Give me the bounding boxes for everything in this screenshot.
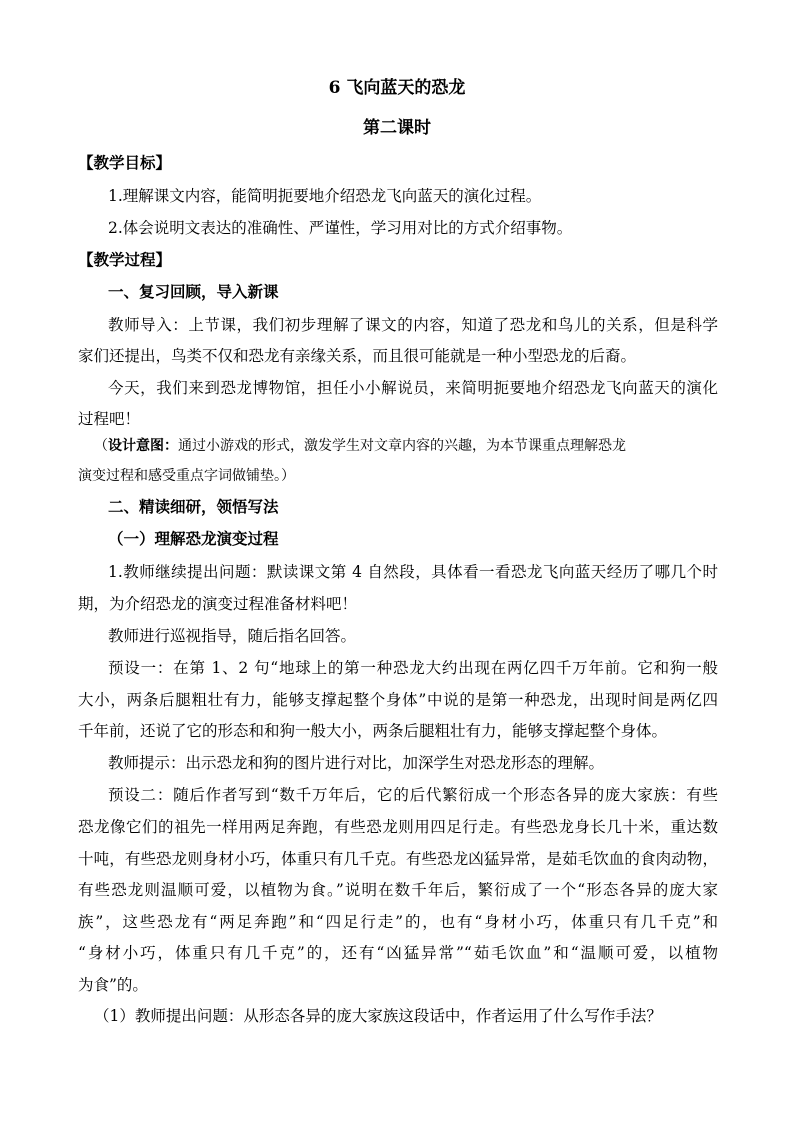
preset1-line-1: 预设一：在第 1、2 句“地球上的第一种恐龙大约出现在两亿四千万年前。它和狗一般 [108,659,718,677]
design-note-label: 设计意图： [108,438,178,454]
sub-question-1: （1）教师提出问题：从形态各异的庞大家族这段话中，作者运用了什么写作手法？ [94,1007,662,1025]
today-line-2: 过程吧！ [78,410,141,428]
design-note-line-2: 演变过程和感受重点字词做铺垫。） [78,468,295,484]
preset2-line-4: 有些恐龙则温顺可爱，以植物为食。”说明在数千年后，繁衍成了一个“形态各异的庞大家 [78,881,718,899]
process-heading: 【教学过程】 [78,250,172,269]
objective-item-1: 1.理解课文内容，能简明扼要地介绍恐龙飞向蓝天的演化过程。 [108,187,542,205]
section1-heading: 一、复习回顾，导入新课 [108,282,279,301]
preset2-line-6: “身材小巧，体重只有几千克”的，还有“凶猛异常”“茹毛饮血”和“温顺可爱，以植物 [78,944,718,962]
question1-line-2: 期，为介绍恐龙的演变过程准备材料吧！ [78,595,358,613]
preset2-line-5: 族”，这些恐龙有“两足奔跑”和“四足行走”的，也有“身材小巧，体重只有几千克”和 [78,913,718,931]
intro-line-1: 教师导入：上节课，我们初步理解了课文的内容，知道了恐龙和鸟儿的关系，但是科学 [108,316,718,334]
preset2-line-1: 预设二：随后作者写到“数千万年后，它的后代繁衍成一个形态各异的庞大家族：有些 [108,786,718,804]
lesson-title: 6 飞向蓝天的恐龙 [328,78,466,98]
today-line-1: 今天，我们来到恐龙博物馆，担任小小解说员，来简明扼要地介绍恐龙飞向蓝天的演化 [108,379,718,397]
lesson-subtitle: 第二课时 [363,118,431,138]
preset2-line-7: 为食”的。 [78,976,148,994]
section2-heading: 二、精读细研，领悟写法 [108,497,279,516]
design-note-text-1: 通过小游戏的形式，激发学生对文章内容的兴趣，为本节课重点理解恐龙 [178,438,626,454]
design-note-line-1 [94,436,626,456]
objectives-heading: 【教学目标】 [78,153,172,172]
preset1-line-2: 大小，两条后腿粗壮有力，能够支撑起整个身体”中说的是第一种恐龙，出现时间是两亿四 [78,691,718,709]
teacher-hint: 教师提示：出示恐龙和狗的图片进行对比，加深学生对恐龙形态的理解。 [108,754,605,772]
design-note-open-paren: （ [94,438,108,454]
question1-line-1: 1.教师继续提出问题：默读课文第 4 自然段，具体看一看恐龙飞向蓝天经历了哪几个时 [108,563,718,581]
preset1-line-3: 千年前，还说了它的形态和和狗一般大小，两条后腿粗壮有力，能够支撑起整个身体。 [78,722,668,740]
objective-item-2: 2.体会说明文表达的准确性、严谨性，学习用对比的方式介绍事物。 [108,219,573,237]
preset2-line-2: 恐龙像它们的祖先一样用两足奔跑，有些恐龙则用四足行走。有些恐龙身长几十米，重达数 [78,818,718,836]
intro-line-2: 家们还提出，鸟类不仅和恐龙有亲缘关系，而且很可能就是一种小型恐龙的后裔。 [78,347,637,365]
teacher-guide: 教师进行巡视指导，随后指名回答。 [108,627,357,645]
subsection1-heading: （一）理解恐龙演变过程 [108,529,279,548]
preset2-line-3: 十吨，有些恐龙则身材小巧，体重只有几千克。有些恐龙凶猛异常，是茹毛饮血的食肉动物， [78,850,718,868]
